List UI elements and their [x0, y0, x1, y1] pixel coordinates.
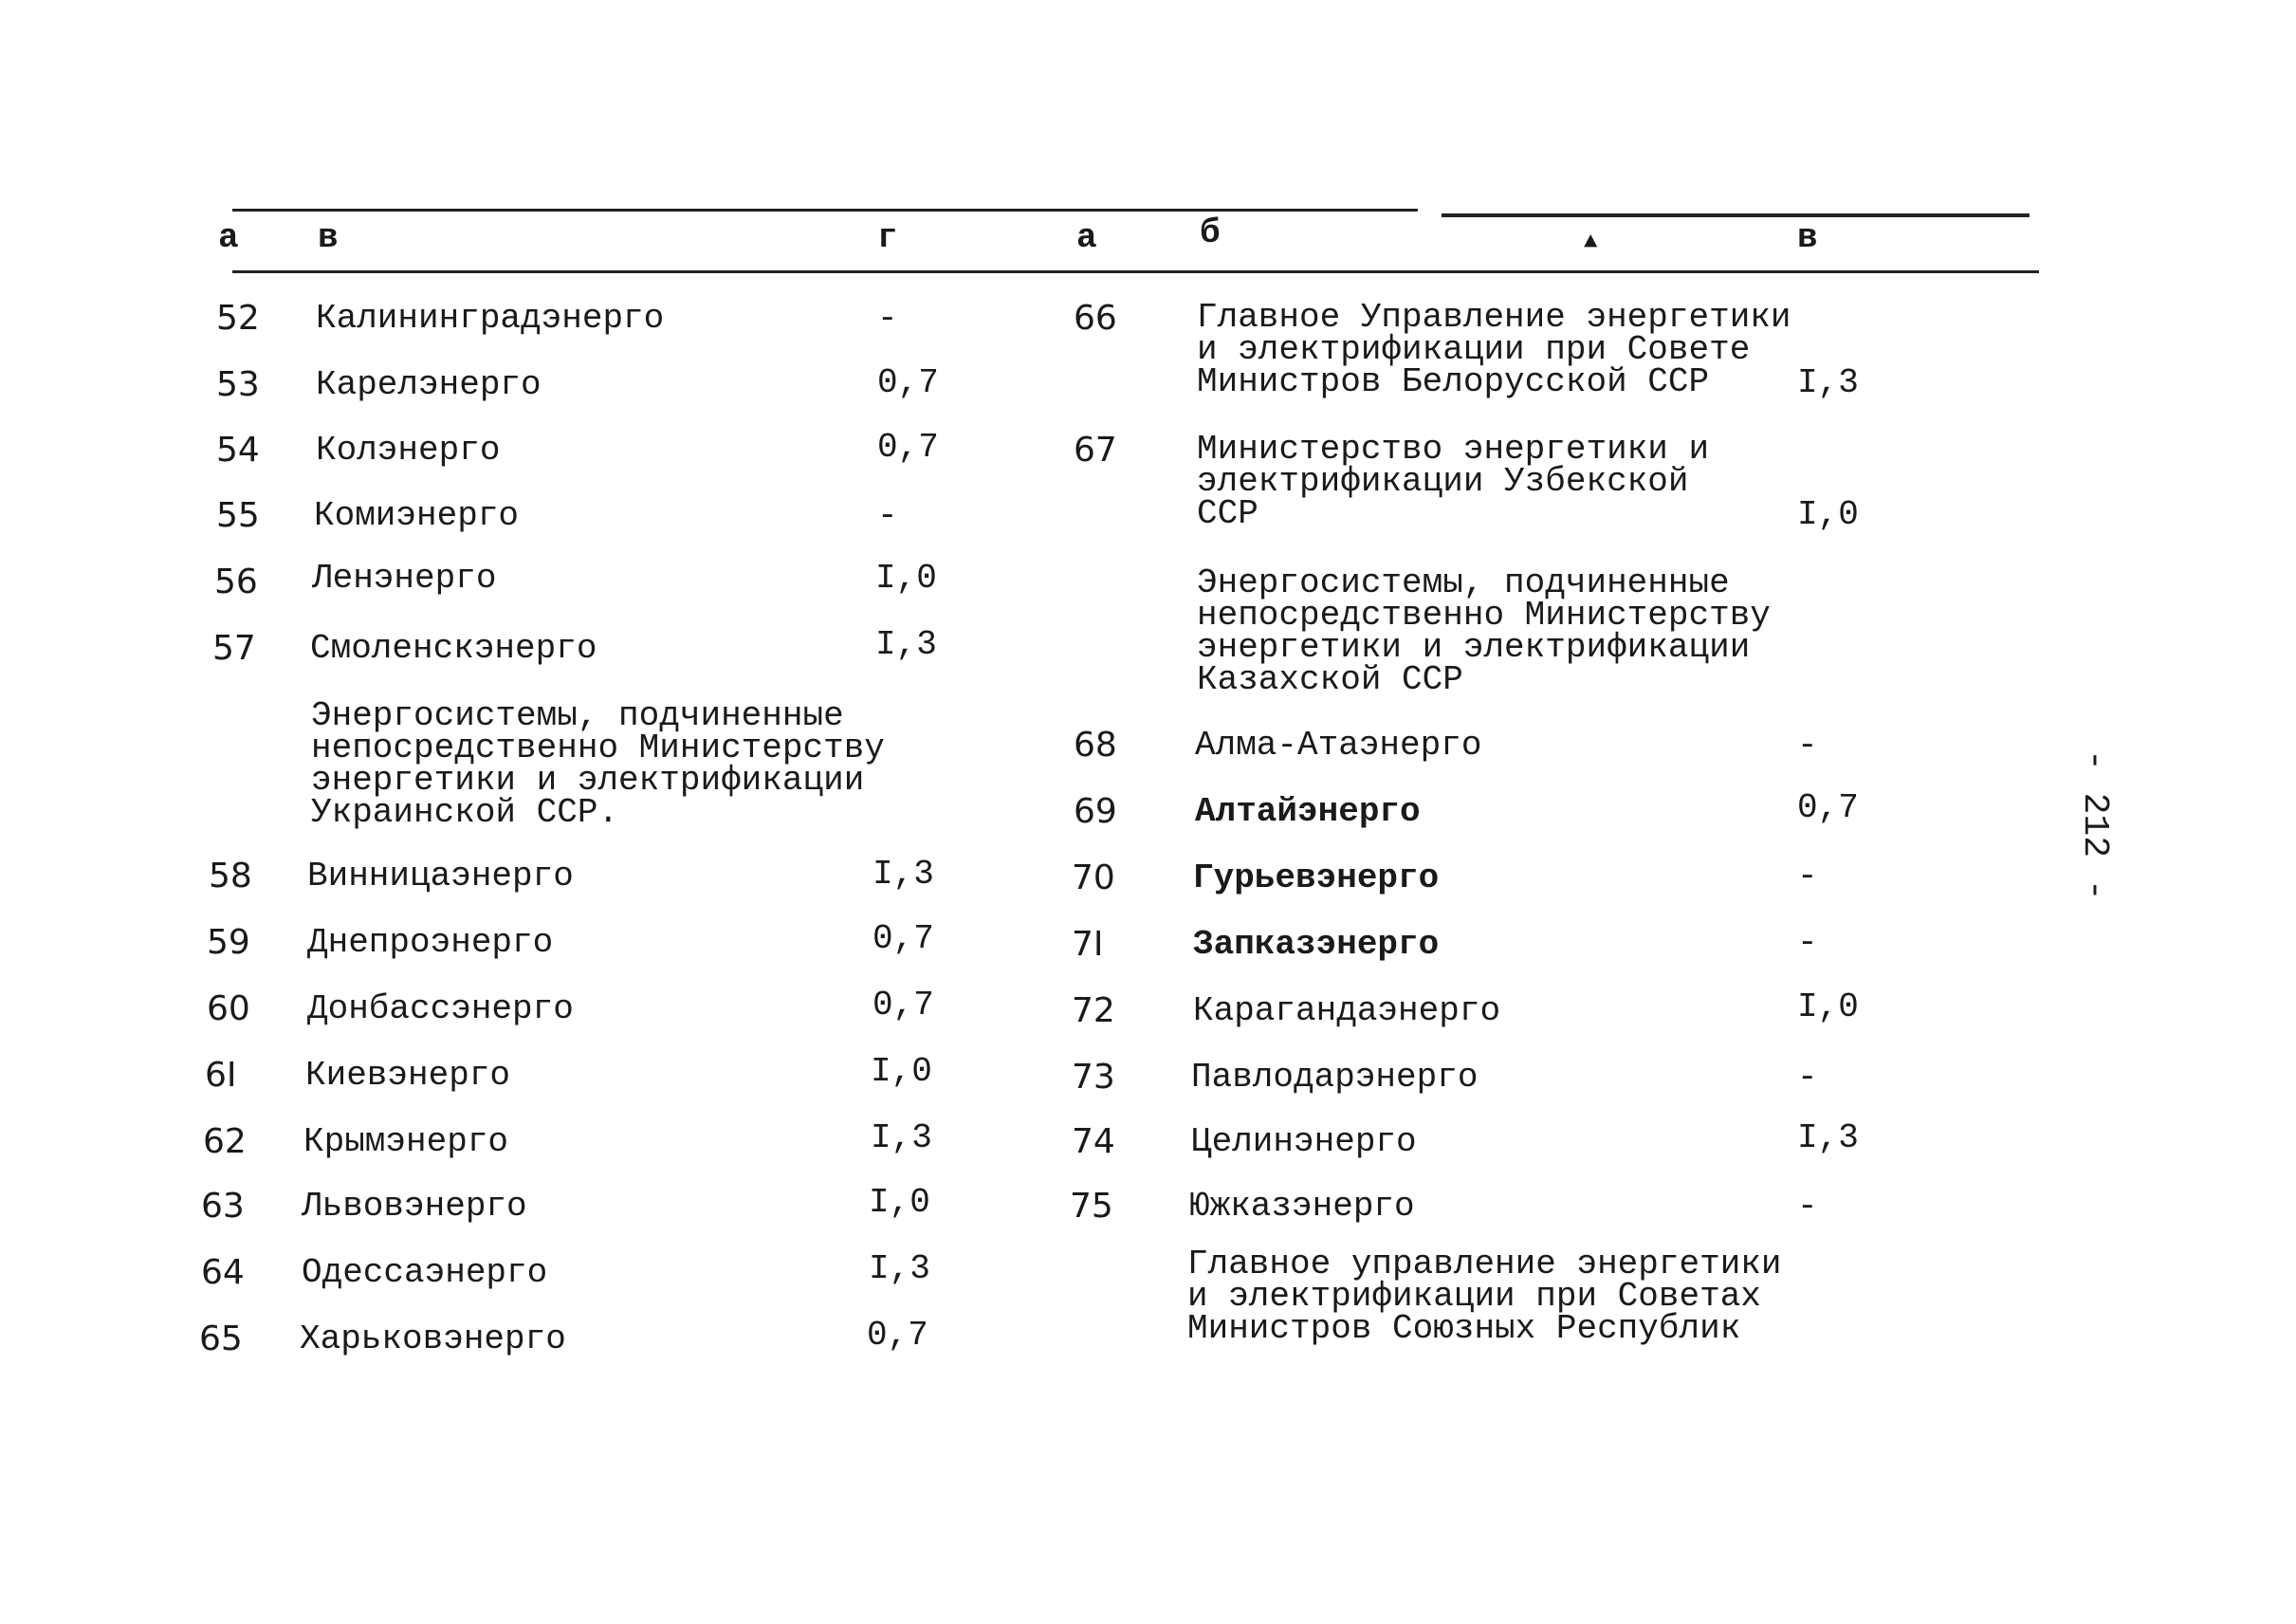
- entry-line: Министерство энергетики и: [1197, 430, 1710, 469]
- row-number: 53: [216, 365, 260, 404]
- system-name: Гурьевэнерго: [1193, 858, 1440, 897]
- page-number: - 212 -: [2074, 749, 2115, 901]
- coefficient-value: I,3: [1797, 1118, 1859, 1157]
- coefficient-value: 0,7: [867, 1316, 928, 1355]
- row-number: 70: [1072, 858, 1115, 897]
- coefficient-value: I,0: [1797, 495, 1859, 534]
- coefficient-value: -: [877, 299, 898, 338]
- coefficient-value: -: [1797, 857, 1818, 895]
- header-rule: [232, 270, 2039, 273]
- row-number: 55: [216, 496, 260, 535]
- coefficient-value: I,0: [875, 559, 937, 598]
- row-number: 58: [209, 857, 252, 895]
- coefficient-value: I,3: [871, 1118, 932, 1157]
- heading-line: энергетики и электрификации: [1197, 628, 1751, 667]
- coefficient-value: I,0: [871, 1052, 932, 1091]
- row-number: 74: [1072, 1122, 1115, 1161]
- entry-line: Министров Белорусской ССР: [1197, 362, 1710, 401]
- row-number: 57: [212, 629, 256, 668]
- header-right-a: а: [1076, 218, 1097, 257]
- system-name: Донбассэнерго: [307, 989, 574, 1028]
- system-name: Ленэнерго: [312, 559, 497, 598]
- row-number: 7I: [1072, 925, 1104, 964]
- row-number: 54: [216, 431, 260, 470]
- system-name: Калининградэнерго: [316, 299, 665, 338]
- coefficient-value: -: [1797, 1187, 1818, 1226]
- coefficient-value: 0,7: [872, 919, 934, 958]
- top-rule-right: [1442, 213, 2030, 217]
- row-number: 62: [203, 1122, 247, 1161]
- system-name: Колэнерго: [316, 431, 501, 470]
- system-name: Киевэнерго: [305, 1056, 511, 1095]
- row-number: 72: [1072, 991, 1115, 1030]
- system-name: Днепроэнерго: [307, 923, 554, 962]
- heading-line: энергетики и электрификации: [311, 761, 865, 800]
- row-number: 52: [216, 299, 260, 338]
- coefficient-value: -: [877, 496, 898, 535]
- coefficient-value: I,3: [872, 855, 934, 894]
- entry-line: и электрификации при Совете: [1197, 330, 1751, 369]
- top-rule-left: [232, 209, 1418, 212]
- row-number: 59: [207, 923, 250, 962]
- system-name: Запказэнерго: [1193, 925, 1440, 964]
- row-number: 64: [201, 1253, 245, 1292]
- row-number: 73: [1072, 1058, 1115, 1097]
- coefficient-value: 0,7: [877, 363, 939, 402]
- row-number: 67: [1074, 431, 1117, 470]
- system-name: Павлодарэнерго: [1191, 1058, 1479, 1097]
- footer-line: и электрификации при Советах: [1187, 1277, 1761, 1316]
- system-name: Крымэнерго: [303, 1122, 509, 1161]
- system-name: Львовэнерго: [302, 1187, 527, 1226]
- system-name: Алтайэнерго: [1195, 792, 1421, 831]
- system-name: Целинэнерго: [1191, 1122, 1417, 1161]
- header-right-b: б: [1200, 213, 1221, 252]
- heading-line: Украинской ССР.: [311, 793, 619, 832]
- row-number: 63: [201, 1187, 245, 1226]
- row-number: 60: [207, 989, 250, 1028]
- row-number: 66: [1074, 299, 1117, 338]
- heading-line: Казахской ССР: [1197, 660, 1463, 699]
- system-name: Алма-Атаэнерго: [1195, 726, 1482, 765]
- system-name: Харьковэнерго: [300, 1320, 566, 1358]
- entry-line: Главное Управление энергетики: [1197, 298, 1791, 337]
- heading-line: Энергосистемы, подчиненные: [1197, 563, 1730, 602]
- entry-line: ССР: [1197, 494, 1258, 533]
- entry-line: электрификации Узбекской: [1197, 462, 1689, 501]
- coefficient-value: 0,7: [872, 986, 934, 1024]
- footer-line: Министров Союзных Республик: [1187, 1309, 1741, 1348]
- system-name: Карагандаэнерго: [1193, 991, 1501, 1030]
- header-right-mark: ▲: [1584, 230, 1598, 255]
- system-name: Винницаэнерго: [307, 857, 574, 895]
- coefficient-value: 0,7: [1797, 788, 1859, 827]
- header-left-g: г: [877, 218, 898, 257]
- coefficient-value: I,0: [869, 1183, 930, 1222]
- coefficient-value: -: [1797, 923, 1818, 962]
- coefficient-value: -: [1797, 726, 1818, 765]
- heading-line: непосредственно Министерству: [311, 729, 885, 767]
- coefficient-value: I,3: [875, 625, 937, 664]
- heading-line: непосредственно Министерству: [1197, 596, 1771, 635]
- coefficient-value: -: [1797, 1058, 1818, 1097]
- coefficient-value: 0,7: [877, 428, 939, 467]
- system-name: Комиэнерго: [314, 496, 520, 535]
- system-name: Карелэнерго: [316, 365, 542, 404]
- row-number: 56: [214, 563, 258, 601]
- heading-line: Энергосистемы, подчиненные: [311, 696, 844, 735]
- header-left-a: а: [218, 218, 239, 257]
- system-name: Южказэнерго: [1189, 1187, 1415, 1226]
- coefficient-value: I,3: [1797, 363, 1859, 402]
- row-number: 69: [1074, 792, 1117, 831]
- footer-line: Главное управление энергетики: [1187, 1245, 1782, 1283]
- system-name: Смоленскэнерго: [310, 629, 597, 668]
- system-name: Одессаэнерго: [302, 1253, 548, 1292]
- coefficient-value: I,0: [1797, 987, 1859, 1026]
- row-number: 75: [1070, 1187, 1113, 1226]
- row-number: 6I: [205, 1056, 237, 1095]
- row-number: 65: [199, 1320, 243, 1358]
- coefficient-value: I,3: [869, 1249, 930, 1288]
- header-right-v: в: [1797, 218, 1818, 257]
- header-left-v: в: [318, 218, 339, 257]
- row-number: 68: [1074, 726, 1117, 765]
